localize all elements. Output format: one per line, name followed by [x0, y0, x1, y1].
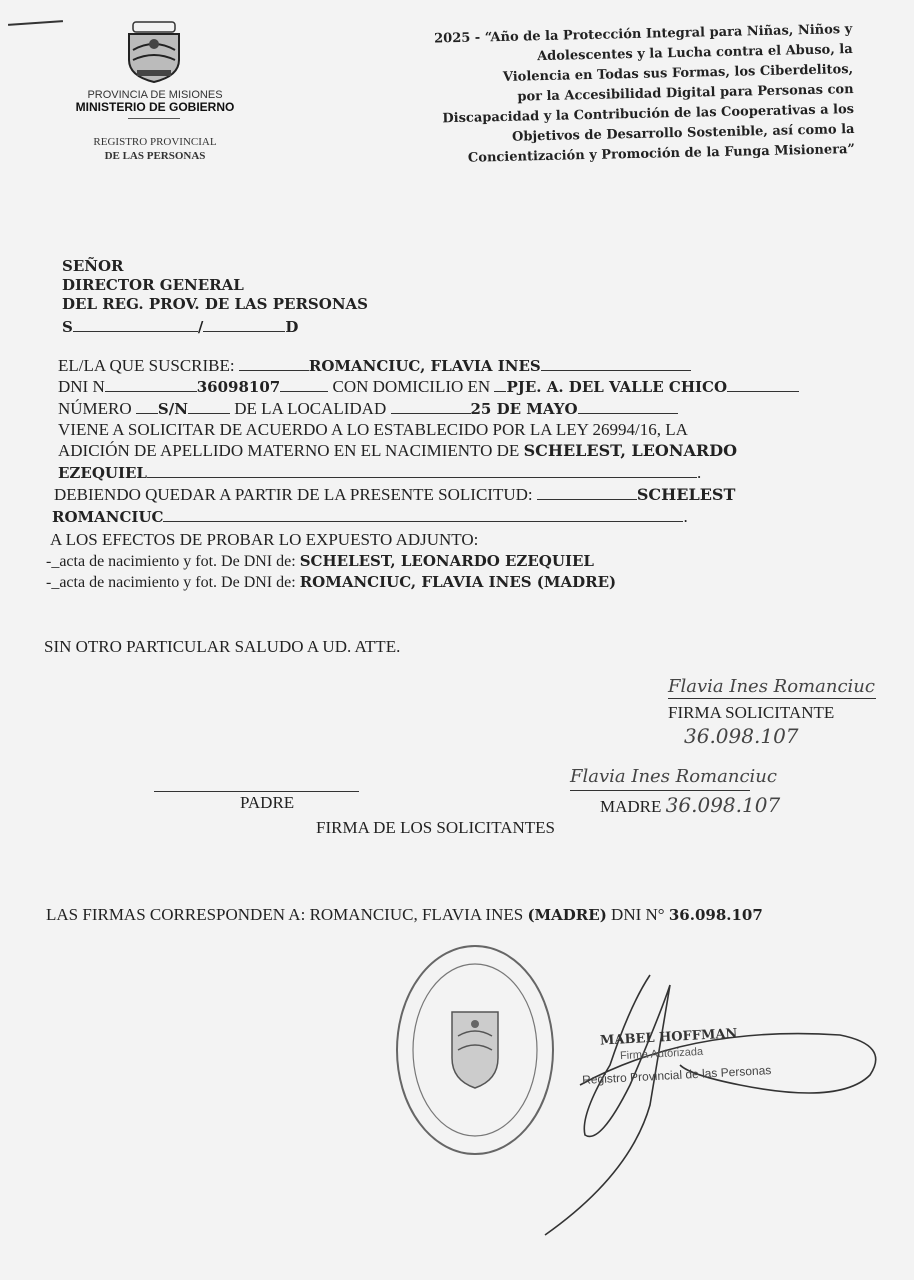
padre-label: PADRE — [240, 793, 295, 812]
suscribe-line — [58, 356, 691, 376]
corner-mark — [8, 20, 63, 26]
addressee-sd-line — [62, 317, 298, 337]
attachment-prefix: -_acta de nacimiento y fot. De DNI de: — [46, 553, 296, 570]
certification-name: ROMANCIUC, FLAVIA INES — [309, 905, 524, 924]
motto-line: Violencia en Todas sus Formas, los Ciberdelitos, — [502, 61, 854, 85]
debiendo-line — [54, 485, 735, 505]
motto-line: Objetivos de Desarrollo Sostenible, así como la — [511, 121, 855, 145]
attachment-2 — [46, 572, 616, 593]
numero-label: NÚMERO — [58, 399, 132, 418]
new-surname-line — [52, 507, 688, 527]
addressee-line3: DEL REG. PROV. DE LAS PERSONAS — [62, 295, 368, 313]
madre-handwritten-signature: Flavia Ines Romanciuc — [570, 766, 777, 787]
madre-label: MADRE — [600, 797, 662, 816]
solicitante-handwritten-signature: Flavia Ines Romanciuc — [668, 676, 875, 697]
certification-line — [46, 905, 763, 925]
firmas-solicitantes-label: FIRMA DE LOS SOLICITANTES — [316, 818, 556, 837]
s-letter: S — [62, 318, 73, 336]
attachment-1-name: SCHELEST, LEONARDO EZEQUIEL — [299, 552, 594, 570]
certification-dni-label: DNI N° — [611, 905, 665, 924]
efectos-line: A LOS EFECTOS DE PROBAR LO EXPUESTO ADJUNTO: — [50, 530, 479, 549]
certification-role: (MADRE) — [527, 906, 607, 924]
localidad-value: 25 DE MAYO — [470, 400, 578, 418]
new-surname-part2: ROMANCIUC — [52, 508, 164, 526]
solicitante-signature-line — [668, 697, 876, 699]
adicion-line — [58, 441, 737, 461]
addressee-line1: SEÑOR — [62, 257, 124, 275]
provincial-coat-of-arms-logo — [123, 20, 185, 84]
domicilio-value: PJE. A. DEL VALLE CHICO — [506, 378, 728, 396]
slash: / — [197, 318, 204, 336]
dni-line — [58, 377, 799, 397]
motto-line: Discapacidad y la Contribución de las Cooperativas a los — [442, 101, 855, 127]
madre-handwritten-dni: 36.098.107 — [665, 793, 781, 817]
adicion-label: ADICIÓN DE APELLIDO MATERNO EN EL NACIMIENTO DE — [58, 441, 520, 460]
padre-signature-line — [154, 790, 359, 792]
certification-dni-value: 36.098.107 — [668, 906, 763, 924]
registry-name-line1: REGISTRO PROVINCIAL — [93, 136, 217, 148]
new-surname-part1: SCHELEST — [636, 485, 736, 504]
addressee-line2: DIRECTOR GENERAL — [62, 276, 244, 294]
child-name-line — [58, 463, 701, 483]
motto-line: por la Accesibilidad Digital para Personas con — [517, 81, 854, 105]
child-name-part2: EZEQUIEL — [58, 464, 147, 482]
solicitante-label: FIRMA SOLICITANTE — [668, 703, 835, 722]
certification-prefix: LAS FIRMAS CORRESPONDEN A: — [46, 905, 306, 924]
header-divider — [128, 118, 180, 119]
madre-line — [600, 795, 780, 817]
registry-round-stamp — [390, 940, 560, 1160]
motto-line: Concientización y Promoción de la Funga Misionera” — [467, 141, 856, 166]
attachment-prefix: -_acta de nacimiento y fot. De DNI de: — [46, 574, 296, 591]
solicitar-line: VIENE A SOLICITAR DE ACUERDO A LO ESTABLECIDO POR LA LEY 26994/16, LA — [58, 420, 688, 439]
period: . — [696, 463, 702, 482]
official-organization: Registro Provincial de las Personas — [581, 1063, 772, 1087]
closing-greeting: SIN OTRO PARTICULAR SALUDO A UD. ATTE. — [44, 637, 401, 656]
numero-value: S/N — [157, 400, 188, 418]
domicilio-label: CON DOMICILIO EN — [332, 377, 491, 396]
attachment-1 — [46, 551, 594, 572]
period: . — [683, 507, 688, 526]
official-role: Firma Autorizada — [619, 1045, 704, 1063]
numero-line — [58, 399, 678, 419]
motto-line: 2025 - “Año de la Protección Integral para Niñas, Niños y — [433, 21, 853, 47]
localidad-label: DE LA LOCALIDAD — [234, 399, 387, 418]
dni-label: DNI N — [58, 377, 105, 396]
dni-value: 36098107 — [196, 378, 281, 396]
registry-name-line2: DE LAS PERSONAS — [104, 150, 206, 162]
debiendo-label: DEBIENDO QUEDAR A PARTIR DE LA PRESENTE SOLICITUD: — [54, 485, 533, 504]
official-name: MABEL HOFFMAN — [599, 1026, 738, 1049]
solicitante-handwritten-dni: 36.098.107 — [684, 724, 799, 748]
official-signature-scribble — [540, 965, 885, 1240]
ministry-name: MINISTERIO DE GOBIERNO — [75, 100, 235, 114]
suscribe-name: ROMANCIUC, FLAVIA INES — [308, 357, 541, 375]
province-name: PROVINCIA DE MISIONES — [87, 89, 223, 101]
madre-signature-line — [570, 789, 750, 791]
attachment-2-name: ROMANCIUC, FLAVIA INES (MADRE) — [299, 573, 617, 591]
motto-line: Adolescentes y la Lucha contra el Abuso, la — [536, 41, 853, 65]
child-name-part1: SCHELEST, LEONARDO — [523, 441, 737, 460]
suscribe-label: EL/LA QUE SUSCRIBE: — [58, 356, 235, 375]
year-motto — [332, 20, 855, 172]
d-letter: D — [285, 318, 299, 336]
